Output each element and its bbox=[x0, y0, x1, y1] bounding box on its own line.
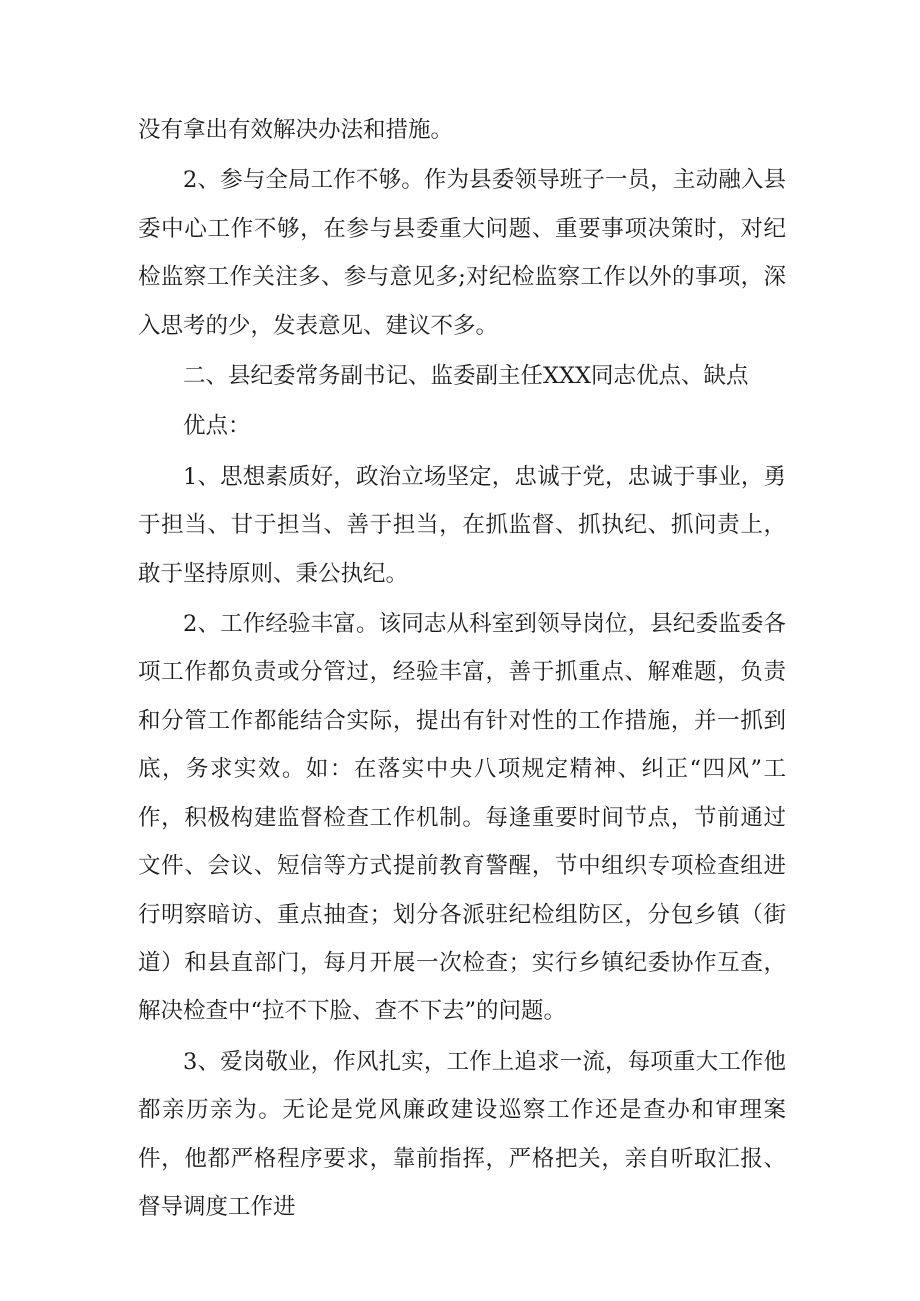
subheading-strengths: 优点： bbox=[183, 413, 251, 440]
paragraph-continuation: 没有拿出有效解决办法和措施。 bbox=[138, 117, 454, 143]
paragraph-item-2-global-work: 2、参与全局工作不够。作为县委领导班子一员，主动融入县委中心工作不够，在参与县委重大问题、重要事项决策时，对纪检监察工作关注多、参与意见多;对纪检监察工作以外的事项，深入思考的少，发表意见、建议不多。 bbox=[138, 167, 786, 339]
paragraph-strength-2: 2、工作经验丰富。该同志从科室到领导岗位，县纪委监委各项工作都负责或分管过，经验丰富，善于抓重点、解难题，负责和分管工作都能结合实际，提出有针对性的工作措施，并一抓到底，务求实效。如：在落实中央八项规定精神、纠正“四风”工作，积极构建监督检查工作机制。每逢重要时间节点，节前通过文件、会议、短信等方式提前教育警醒，节中组织专项检查组进行明察暗访、重点抽查；划分各派驻纪检组防区，分包乡镇（街道）和县直部门，每月开展一次检查；实行乡镇纪委协作互查，解决检查中“拉不下脸、查不下去”的问题。 bbox=[138, 611, 786, 1025]
document-page bbox=[138, 106, 786, 1231]
paragraph-strength-1: 1、思想素质好，政治立场坚定，忠诚于党，忠诚于事业，勇于担当、甘于担当、善于担当，在抓监督、抓执纪、抓问责上，敢于坚持原则、秉公执纪。 bbox=[138, 463, 786, 587]
section-heading-2: 二、县纪委常务副书记、监委副主任XXX同志优点、缺点 bbox=[183, 363, 749, 390]
paragraph-strength-3: 3、爱岗敬业，作风扎实，工作上追求一流，每项重大工作他都亲历亲为。无论是党风廉政建设巡察工作还是查办和审理案件，他都严格程序要求，靠前指挥，严格把关，亲自听取汇报、督导调度工作进 bbox=[138, 1048, 786, 1220]
